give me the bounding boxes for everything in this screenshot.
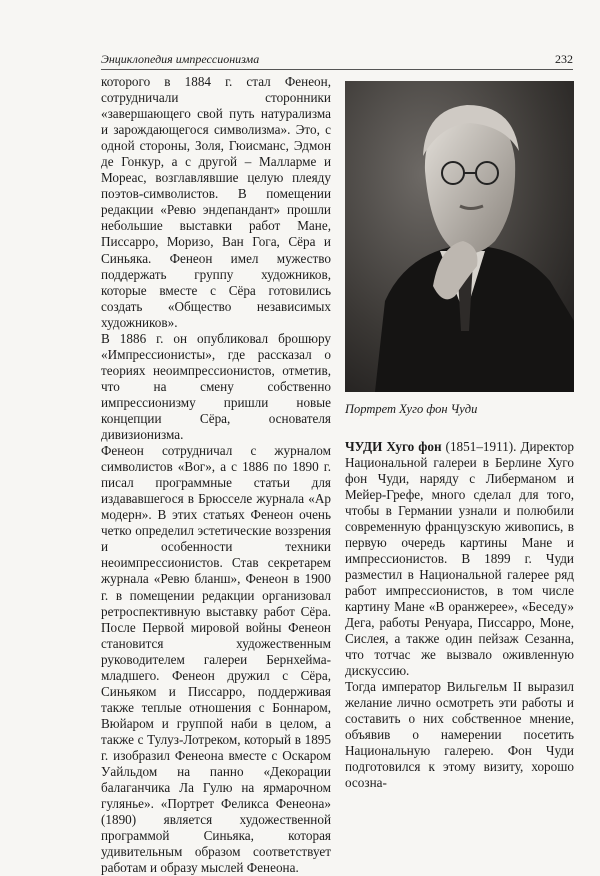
- entry-paragraph: [345, 439, 574, 679]
- portrait-illustration: [345, 81, 574, 392]
- entry-title: ЧУДИ Хуго фон: [345, 439, 442, 454]
- paragraph-brochure: В 1886 г. он опубликовал брошюру «Импрессионисты», где рассказал о теориях неоимпрессионистов, отметив, что на смену собственно импрессионизму пришли новые концепции Сёра, основателя дивизионизма.: [101, 330, 331, 443]
- portrait-photo: [345, 81, 574, 392]
- entry-intro: (1851–1911). Директор Национальной галереи в Берлине Хуго фон Чуди, наряду с Либерманом и Мейер-Грефе, много сделал для того, чтобы в Германии узнали и полюбили современную французскую живопись, в первую очередь картины Мане и импрессионистов. В 1899 г. Чуди разместил в Национальной галерее ряд работ импрессионистов, в том числе картину Мане «В оранжерее», «Беседу» Дега, работы Ренуара, Писсарро, Моне, Сислея, а также один пейзаж Сезанна, что тотчас же вызвало оживленную дискуссию.: [345, 439, 574, 678]
- header-rule: [101, 69, 573, 70]
- left-column: [101, 74, 331, 876]
- paragraph-emperor: Тогда император Вильгельм II выразил желание лично осмотреть эти работы и составить о них собственное мнение, объявив о намерении посетить Национальную галерею. Фон Чуди подготовился к этому визиту, хорошо осозна-: [345, 679, 574, 790]
- paragraph-journals: Фенеон сотрудничал с журналом символистов «Вог», а с 1886 по 1890 г. писал программные статьи для издававшегося в Брюсселе журнала «Ар модерн». В этих статьях Фенеон очень четко определил эстетические воззрения и особенности техники неоимпрессионистов. Став секретарем журнала «Ревю бланш», Фенеон в 1900 г. в помещении редакции организовал ретроспективную выставку работ Сёра. После Первой мировой войны Фенеон становится художественным руководителем галереи Бернхейма-младшего. Фенеон дружил с Сёра, Синьяком и Писсарро, поддерживая также теплые отношения с Боннаром, Вюйаром и группой наби в целом, а также с Тулуз-Лотреком, который в 1895 г. изобразил Фенеона вместе с Оскаром Уайльдом на панно «Декорации балаганчика Ла Гулю на ярмарочном гулянье». «Портрет Феликса Фенеона» (1890) является художественной программой Синьяка, которая удивительным образом соответствует работам и образу мыслей Фенеона.: [101, 443, 331, 876]
- page-number: 232: [555, 52, 573, 66]
- right-column: [345, 439, 574, 791]
- running-title: Энциклопедия импрессионизма: [101, 52, 260, 66]
- paragraph-continuation: которого в 1884 г. стал Фенеон, сотрудничали сторонники «завершающего свой путь натурализма и зарождающегося символизма». Это, с одной стороны, Золя, Гюисманс, Эдмон де Гонкур, а с другой – Малларме и Мореас, возглавлявшие целую плеяду поэтов-символистов. В помещении редакции «Ревю эндепандант» прошли небольшие выставки работ Мане, Писсарро, Моризо, Ван Гога, Сёра и Синьяка. Фенеон имел мужество поддержать группу художников, которые вместе с Сёра готовились создать «Общество независимых художников».: [101, 74, 331, 330]
- figure-caption: Портрет Хуго фон Чуди: [345, 402, 478, 416]
